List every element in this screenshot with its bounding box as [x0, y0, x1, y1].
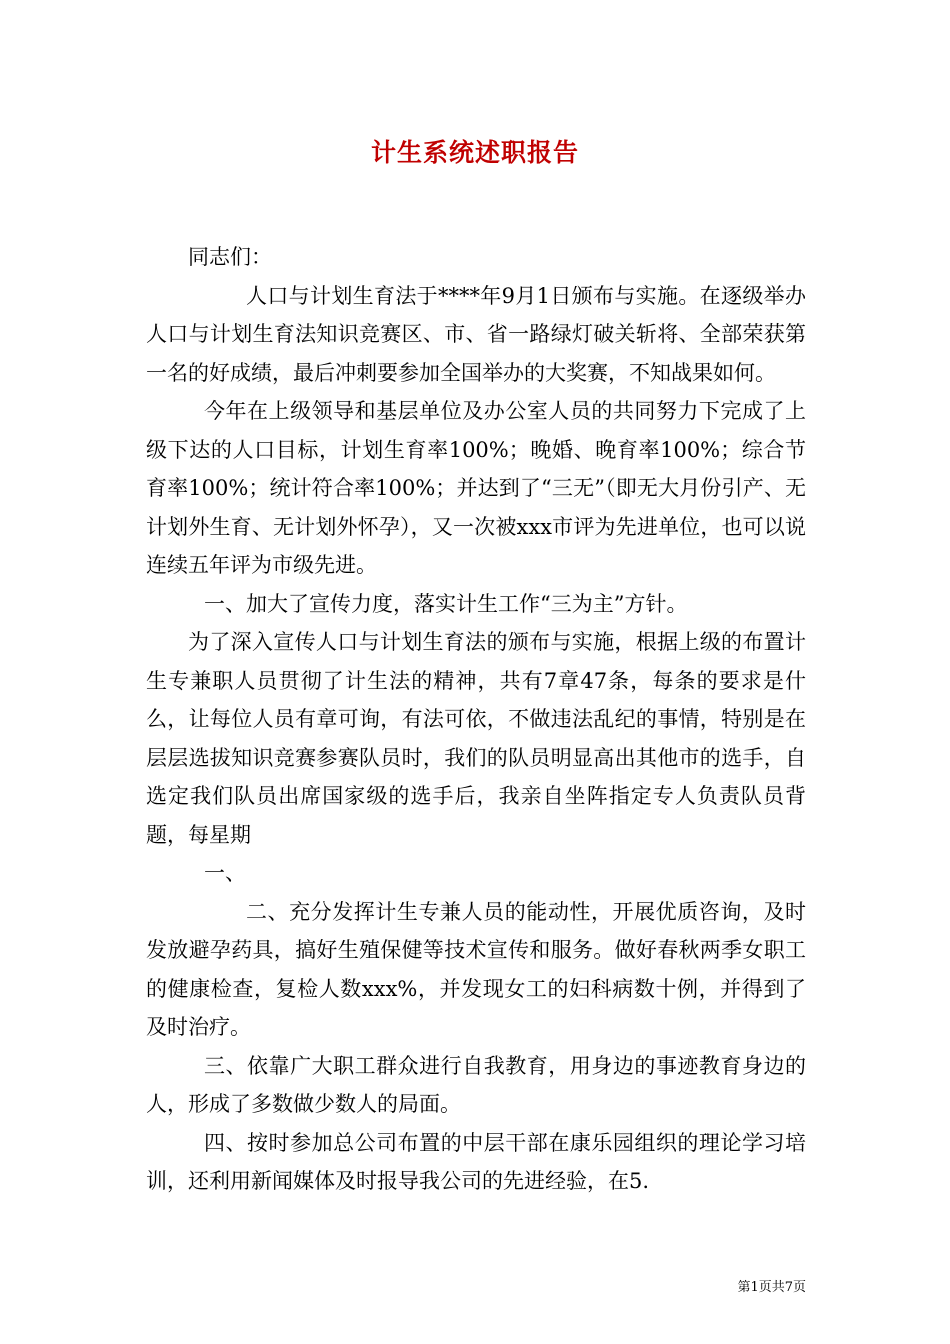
salutation: 同志们：	[188, 245, 272, 269]
document-title: 计生系统述职报告	[370, 138, 579, 167]
document-body	[146, 238, 806, 1201]
paragraph-law-intro: 人口与计划生育法于****年9月1日颁布与实施。在逐级举办人口与计划生育法知识竞赛区、市、省一路绿灯破关斩将、全部荣获第一名的好成绩，最后冲刺要参加全国举办的大奖赛，不知战果如何。	[146, 283, 806, 385]
page-number: 第1页共7页	[737, 1280, 806, 1295]
section-3: 三、依靠广大职工群众进行自我教育，用身边的事迹教育身边的人，形成了多数做少数人的局面。	[146, 1053, 806, 1116]
section-4: 四、按时参加总公司布置的中层干部在康乐园组织的理论学习培训，还利用新闻媒体及时报导我公司的先进经验，在5.	[146, 1130, 806, 1193]
paragraph-annual-results: 今年在上级领导和基层单位及办公室人员的共同努力下完成了上级下达的人口目标，计划生育率100%；晚婚、晚育率100%；综合节育率100%；统计符合率100%；并达到了“三无”（即无大月份引产、无计划外生育、无计划外怀孕），又一次被xxx市评为先进单位，也可以说连续五年评为市级先进。	[146, 399, 806, 577]
paragraph-publicity: 为了深入宣传人口与计划生育法的颁布与实施，根据上级的布置计生专兼职人员贯彻了计生法的精神，共有7章47条，每条的要求是什么，让每位人员有章可询，有法可依，不做违法乱纪的事情，特别是在层层选拔知识竞赛参赛队员时，我们的队员明显高出其他市的选手，自选定我们队员出席国家级的选手后，我亲自坐阵指定专人负责队员背题，每星期	[146, 630, 806, 847]
section-stub-1: 一、	[204, 861, 246, 885]
section-2: 二、充分发挥计生专兼人员的能动性，开展优质咨询，及时发放避孕药具，搞好生殖保健等技术宣传和服务。做好春秋两季女职工的健康检查，复检人数xxx%，并发现女工的妇科病数十例，并得到了及时治疗。	[146, 899, 806, 1039]
section-heading-1: 一、加大了宣传力度，落实计生工作“三为主”方针。	[204, 591, 688, 616]
